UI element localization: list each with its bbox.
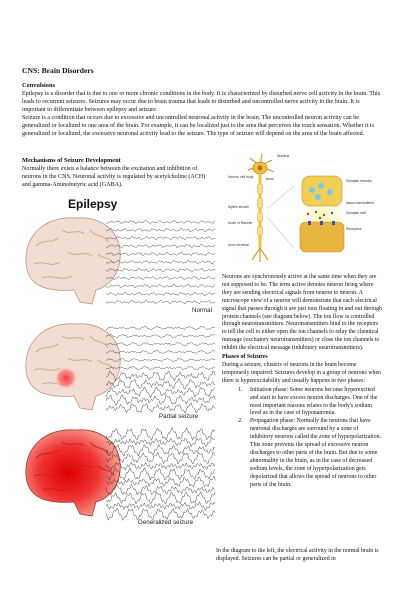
label-partial-seizure: Partial seizure	[159, 413, 199, 420]
eeg-trace	[106, 300, 215, 303]
neuron-synapse-figure	[222, 148, 382, 266]
seizure-text: Seizure is a condition that occurs due to excessive and uncontrolled neuronal activity in the brain. The uncontrolled neuron activity can be generalized or localized to one area of the brain. For example, it can be localized just to the area that perceives the touch sensation. Whether it is generalized or localized, the excessive neuronal activity lead to the seizure. The type of seizure will depend on the area of the brain affected.	[22, 115, 374, 138]
convulsions-paragraph	[22, 90, 382, 139]
mechanisms-text: Normally there exists a balance between the excitation and inhibition of neurons in the CNS. Neuronal activity is regulated by acetylcholine (ACH) and gamma-Aminobutyric acid (GABA).	[22, 166, 206, 189]
eeg-trace	[106, 342, 215, 346]
label-myelin: Myelin sheath	[228, 205, 249, 209]
eeg-trace	[106, 334, 215, 338]
epilepsy-eeg-figure	[22, 194, 216, 526]
eeg-trace	[106, 252, 215, 255]
eeg-trace	[106, 292, 215, 296]
list-item: 1. Initiation phase: Some neurons become hyperexcited and start to have excess neuron discharges. One of the most important reasons relates to the body's sodium level as in the case of hyponatremia.	[244, 387, 382, 419]
label-vesicles: Synaptic vesicles	[346, 179, 373, 183]
eeg-trace	[106, 476, 215, 487]
eeg-trace	[106, 284, 215, 287]
phases-paragraph: During a seizure, clusters of neurons in the brain become temporarily impaired. Seizures develop in a group of neurons when there is hyperexcitability and usually happens in two phases:	[222, 361, 382, 384]
eeg-trace	[106, 260, 215, 264]
convulsions-heading: Convulsions	[22, 82, 55, 89]
eeg-trace	[106, 462, 215, 471]
convulsions-text: Epilepsy is a disorder that is due to one or more chronic conditions in the body. It is characterized by disturbed nerve cell activity in the brain. This leads to recurrent seizures. Seizures may occur due to brain trauma that leads to disturbed and uncontrolled nerve activity in the brain. It is important to differentiate between epilepsy and seizure.	[22, 91, 381, 114]
eeg-trace	[106, 444, 215, 456]
right-column	[222, 274, 382, 489]
label-cleft: Synaptic cleft	[346, 211, 367, 215]
page-title: CNS: Brain Disorders	[22, 66, 94, 75]
label-normal: Normal	[192, 307, 212, 314]
eeg-trace	[106, 452, 215, 464]
label-cell-body: Neuron cell body	[228, 175, 254, 179]
eeg-trace	[106, 350, 215, 354]
neurons-paragraph: Neurons are synchronously active at the same time when they are not supposed to be. The term active denotes neuron firing where they are sending electrical signals from neuron to neuron. A microscope view of a neuron will demonstrate that each electrical signal that passes through it are just ions floating in and out through protein channels (see diagram below). The ion flow is controlled through neurotransmitters. Neurotransmitters bind to the receptors to tell the cell to either open the ion channels to relay the chemical message (excitatory neurotransmitters) or close the ion channels to inhibit the electrical message (inhibitory neurotransmitters).	[222, 274, 383, 352]
eeg-trace	[106, 358, 215, 362]
eeg-trace	[106, 268, 215, 271]
label-nucleus: Nucleus	[277, 154, 290, 158]
phases-list	[222, 387, 382, 490]
figure-title: Epilepsy	[68, 197, 118, 211]
mechanisms-heading: Mechanisms of Seizure Development	[22, 157, 121, 164]
eeg-trace	[106, 366, 215, 370]
eeg-trace	[106, 437, 215, 447]
brain-normal-icon	[26, 218, 120, 304]
label-receptors: Receptors	[346, 227, 362, 231]
eeg-trace	[106, 378, 215, 389]
phases-heading: Phases of Seizures	[222, 354, 268, 361]
eeg-trace	[106, 244, 215, 248]
label-neurotransmitters: Neuro-transmitters	[346, 201, 375, 205]
label-generalized-seizure: Generalized seizure	[138, 519, 194, 526]
eeg-trace	[106, 428, 215, 441]
eeg-trace	[106, 276, 215, 280]
label-axon: Axon	[266, 177, 274, 181]
neuron-cell-icon	[248, 154, 274, 262]
eeg-trace	[106, 468, 215, 481]
bottom-paragraph: In the diagram to the left, the electrical activity in the normal brain is displayed. Seizures can be partial or generalized in	[216, 548, 379, 562]
label-axon-terminal: Axon terminal	[228, 243, 249, 247]
eeg-trace	[106, 220, 215, 224]
eeg-trace	[106, 484, 215, 495]
eeg-trace	[106, 371, 215, 381]
eeg-trace	[106, 326, 215, 330]
eeg-trace	[106, 395, 215, 406]
label-node: Node of Ranvier	[228, 221, 253, 225]
eeg-trace	[106, 236, 215, 240]
eeg-trace	[106, 502, 215, 511]
list-item: 2. Propagation phase: Normally the neurons that have neuronal discharges are surround by a zone of inhibitory neurons called the zone of hyperpolarization. This zone prevents the spread of excessive neuron discharges to other parts of the brain. But due to some abnormality in the brain, as in the case of decreased sodium levels, the zone of hyperpolarization gets depolarized that allows the spread of neurons to other parts of the brain.	[244, 418, 382, 489]
eeg-trace	[106, 403, 215, 413]
eeg-trace	[106, 228, 215, 232]
